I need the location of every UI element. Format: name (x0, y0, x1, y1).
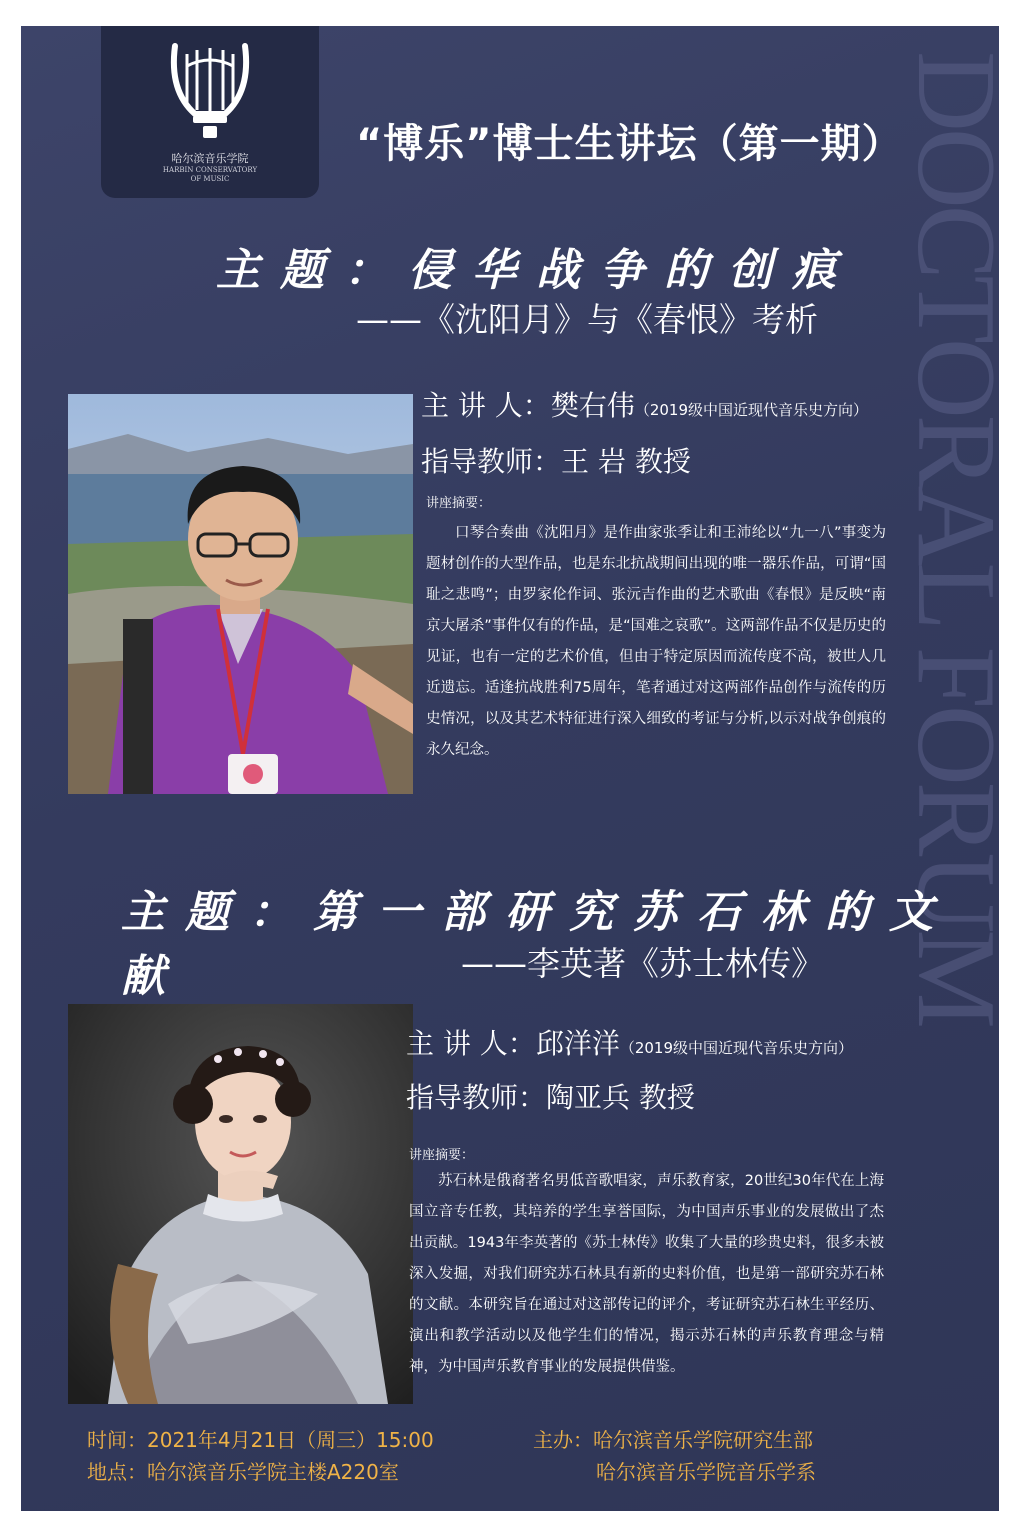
lecture2-topic: 主题：第一部研究苏石林的文献 (121, 887, 953, 1002)
speaker1-name: 樊右伟 (550, 389, 635, 422)
advisor-label: 指导教师： (421, 445, 562, 478)
logo-name-en-line2: OF MUSIC (190, 175, 230, 183)
advisor-label: 指导教师： (406, 1081, 547, 1114)
lecture2-subtitle: ——李英著《苏士林传》 (461, 944, 824, 983)
logo (101, 26, 319, 198)
host-label: 主办： (533, 1428, 593, 1452)
speaker1-line (421, 384, 868, 424)
page-title: “博乐”博士生讲坛（第一期） (356, 121, 903, 167)
abstract1-label: 讲座摘要： (426, 496, 492, 511)
abstract1-text: 口琴合奏曲《沈阳月》是作曲家张季让和王沛纶以“九一八”事变为题材创作的大型作品，也是东北抗战期间出现的唯一器乐作品，可谓“国耻之悲鸣”；由罗家伦作词、张沅吉作曲的艺术歌曲《春恨》是反映“南京大屠杀”事件仅有的作品，是“国难之哀歌”。这两部作品不仅是历史的见证，也有一定的艺术价值，但由于特定原因而流传度不高，被世人几近遗忘。适逢抗战胜利75周年，笔者通过对这两部作品创作与流传的历史情况，以及其艺术特征进行深入细致的考证与分析,以示对战争创痕的永久纪念。 (426, 525, 886, 758)
event-time: 时间：2021年4月21日（周三）15:00 (87, 1428, 434, 1452)
lecture1-topic: 主题：侵华战争的创痕 (216, 245, 856, 296)
advisor1-line (421, 440, 691, 480)
abstract2-label: 讲座摘要： (409, 1148, 475, 1163)
logo-name-en-line1: HARBIN CONSERVATORY (162, 166, 258, 174)
host-line (533, 1424, 813, 1453)
lecture1-subtitle: ——《沈阳月》与《春恨》考析 (356, 300, 818, 339)
advisor2-line (406, 1076, 695, 1116)
advisor1-name: 王 岩 教授 (561, 445, 691, 478)
logo-name-cn: 哈尔滨音乐学院 (171, 152, 249, 165)
speaker2-note: （2019级中国近现代音乐史方向） (619, 1039, 854, 1057)
speaker-label: 主 讲 人： (421, 389, 551, 422)
speaker2-line (406, 1022, 853, 1062)
abstract2-text: 苏石林是俄裔著名男低音歌唱家，声乐教育家，20世纪30年代在上海国立音专任教，其培养的学生享誉国际，为中国声乐事业的发展做出了杰出贡献。1943年李英著的《苏士林传》收集了大量的珍贵史料，很多未被深入发掘，对我们研究苏石林具有新的史料价值，也是第一部研究苏石林的文献。本研究旨在通过对这部传记的评介，考证研究苏石林生平经历、演出和教学活动以及他学生们的情况，揭示苏石林的声乐教育理念与精神，为中国声乐教育事业的发展提供借鉴。 (409, 1173, 884, 1375)
event-place: 地点：哈尔滨音乐学院主楼A220室 (87, 1460, 399, 1484)
logo-name-en (101, 166, 319, 184)
host-org-2: 哈尔滨音乐学院音乐学系 (596, 1460, 816, 1484)
advisor2-name: 陶亚兵 教授 (546, 1081, 695, 1114)
lyre-icon (165, 36, 255, 146)
watermark-text: DOCTORAL FORUM (894, 51, 1018, 1025)
speaker2-name: 邱洋洋 (535, 1027, 620, 1060)
speaker-label: 主 讲 人： (406, 1027, 536, 1060)
speaker2-photo (68, 1004, 413, 1404)
speaker1-photo (68, 394, 413, 794)
speaker1-note: （2019级中国近现代音乐史方向） (634, 401, 869, 419)
host-org-1: 哈尔滨音乐学院研究生部 (593, 1428, 813, 1452)
poster (21, 26, 1018, 1511)
